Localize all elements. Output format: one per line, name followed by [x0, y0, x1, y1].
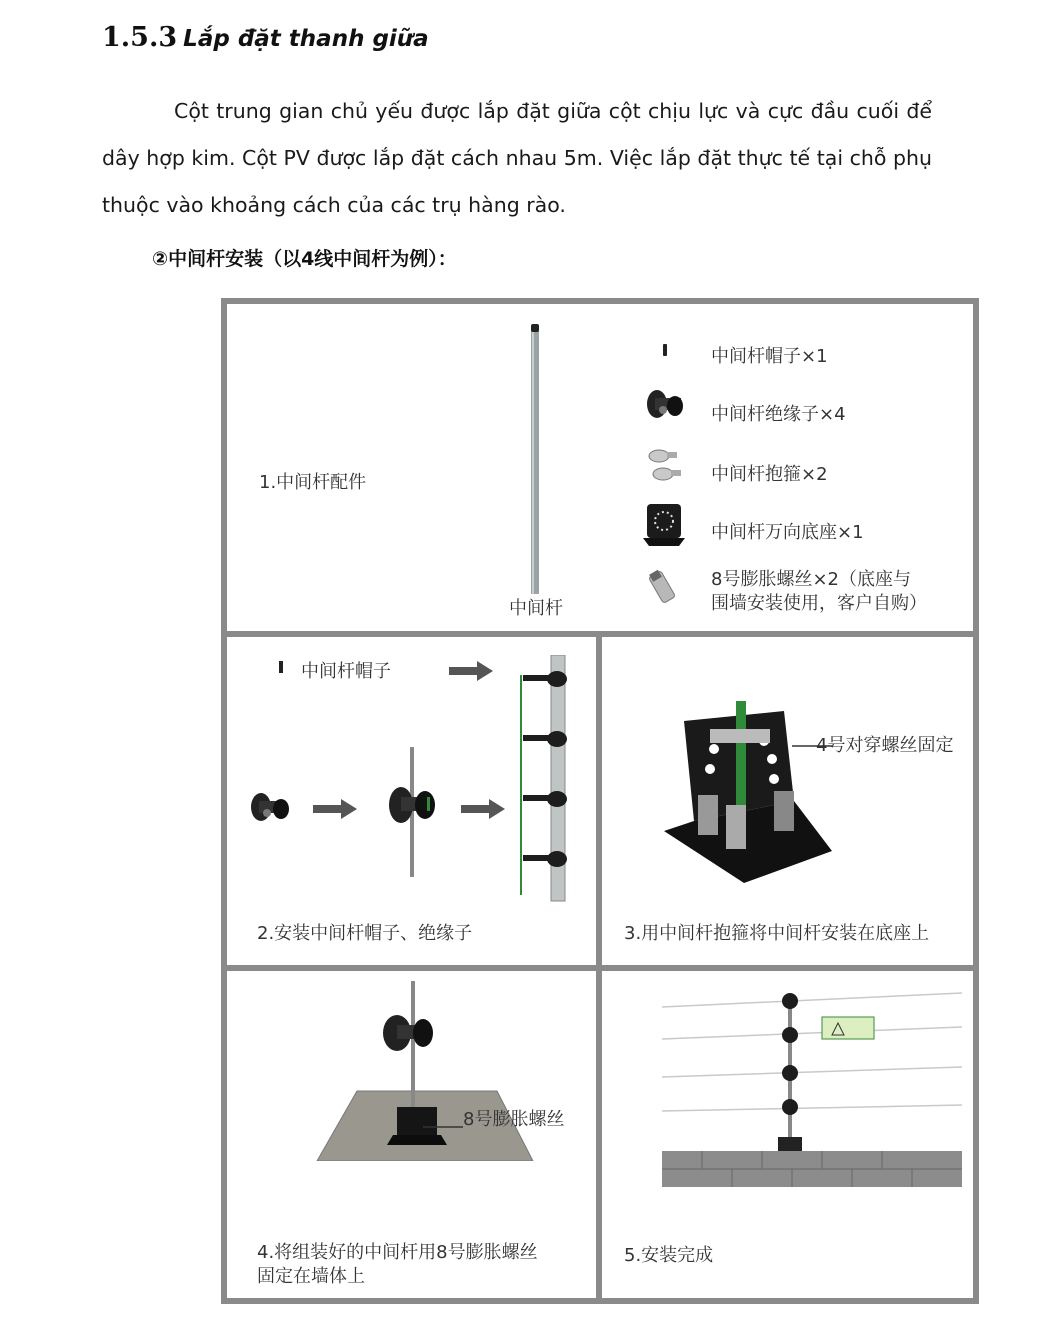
pole-icon	[517, 324, 557, 594]
wall-mount-icon	[297, 981, 537, 1161]
panel-caption: 1.中间杆配件	[259, 472, 367, 493]
panel-caption: 3.用中间杆抱箍将中间杆安装在底座上	[624, 923, 930, 944]
panel-fix-to-wall	[227, 971, 596, 1304]
part-label: 中间杆万向底座×1	[711, 522, 864, 543]
part-label: 8号膨胀螺丝×2（底座与 围墙安装使用，客户自购）	[711, 569, 927, 614]
section-number: 1.5.3	[102, 22, 178, 53]
base-mount-icon	[654, 701, 834, 891]
arrow-right-icon	[449, 661, 495, 681]
bolt-icon	[645, 566, 685, 608]
panel-install-cap-insulator	[227, 637, 596, 965]
part-label: 中间杆帽子×1	[711, 346, 828, 367]
panel-caption: 2.安装中间杆帽子、绝缘子	[257, 923, 473, 944]
cap-icon	[657, 340, 677, 364]
completed-fence-icon	[662, 987, 962, 1187]
part-label: 中间杆抱箍×2	[711, 464, 828, 485]
panel-caption: 5.安装完成	[624, 1245, 714, 1266]
figure-subheading: ②中间杆安装（以4线中间杆为例）：	[152, 248, 457, 270]
arrow-right-icon	[461, 799, 507, 819]
leader-line	[423, 1121, 463, 1133]
panel-accessories	[227, 304, 973, 631]
part-label: 中间杆绝缘子×4	[711, 404, 846, 425]
installation-figure	[221, 298, 979, 1304]
pole-with-insulator-icon	[377, 747, 447, 877]
base-icon	[639, 500, 689, 548]
cap-label: 中间杆帽子	[301, 661, 391, 682]
insulator-icon	[641, 384, 691, 424]
paragraph-line: Cột trung gian chủ yếu được lắp đặt giữa cột chịu lực và cực đầu cuối để	[174, 99, 932, 123]
body-paragraph	[102, 88, 932, 229]
bolt-callout: 4号对穿螺丝固定	[816, 735, 954, 756]
clamp-icon	[645, 444, 685, 488]
pole-label: 中间杆	[509, 598, 563, 619]
section-heading	[102, 22, 429, 53]
panel-mount-on-base	[602, 637, 973, 965]
cap-icon	[275, 659, 289, 677]
section-title: Lắp đặt thanh giữa	[183, 26, 429, 52]
assembled-pole-icon	[507, 655, 587, 905]
panel-caption: 4.将组装好的中间杆用8号膨胀螺丝 固定在墙体上	[257, 1242, 538, 1287]
arrow-right-icon	[313, 799, 359, 819]
paragraph-line: dây hợp kim. Cột PV được lắp đặt cách nhau 5m. Việc lắp đặt thực tế tại chỗ phụ	[102, 146, 932, 170]
panel-complete	[602, 971, 973, 1304]
insulator-icon	[245, 785, 299, 831]
paragraph-line: thuộc vào khoảng cách của các trụ hàng rào.	[102, 193, 566, 217]
bolt-callout: 8号膨胀螺丝	[463, 1109, 565, 1130]
